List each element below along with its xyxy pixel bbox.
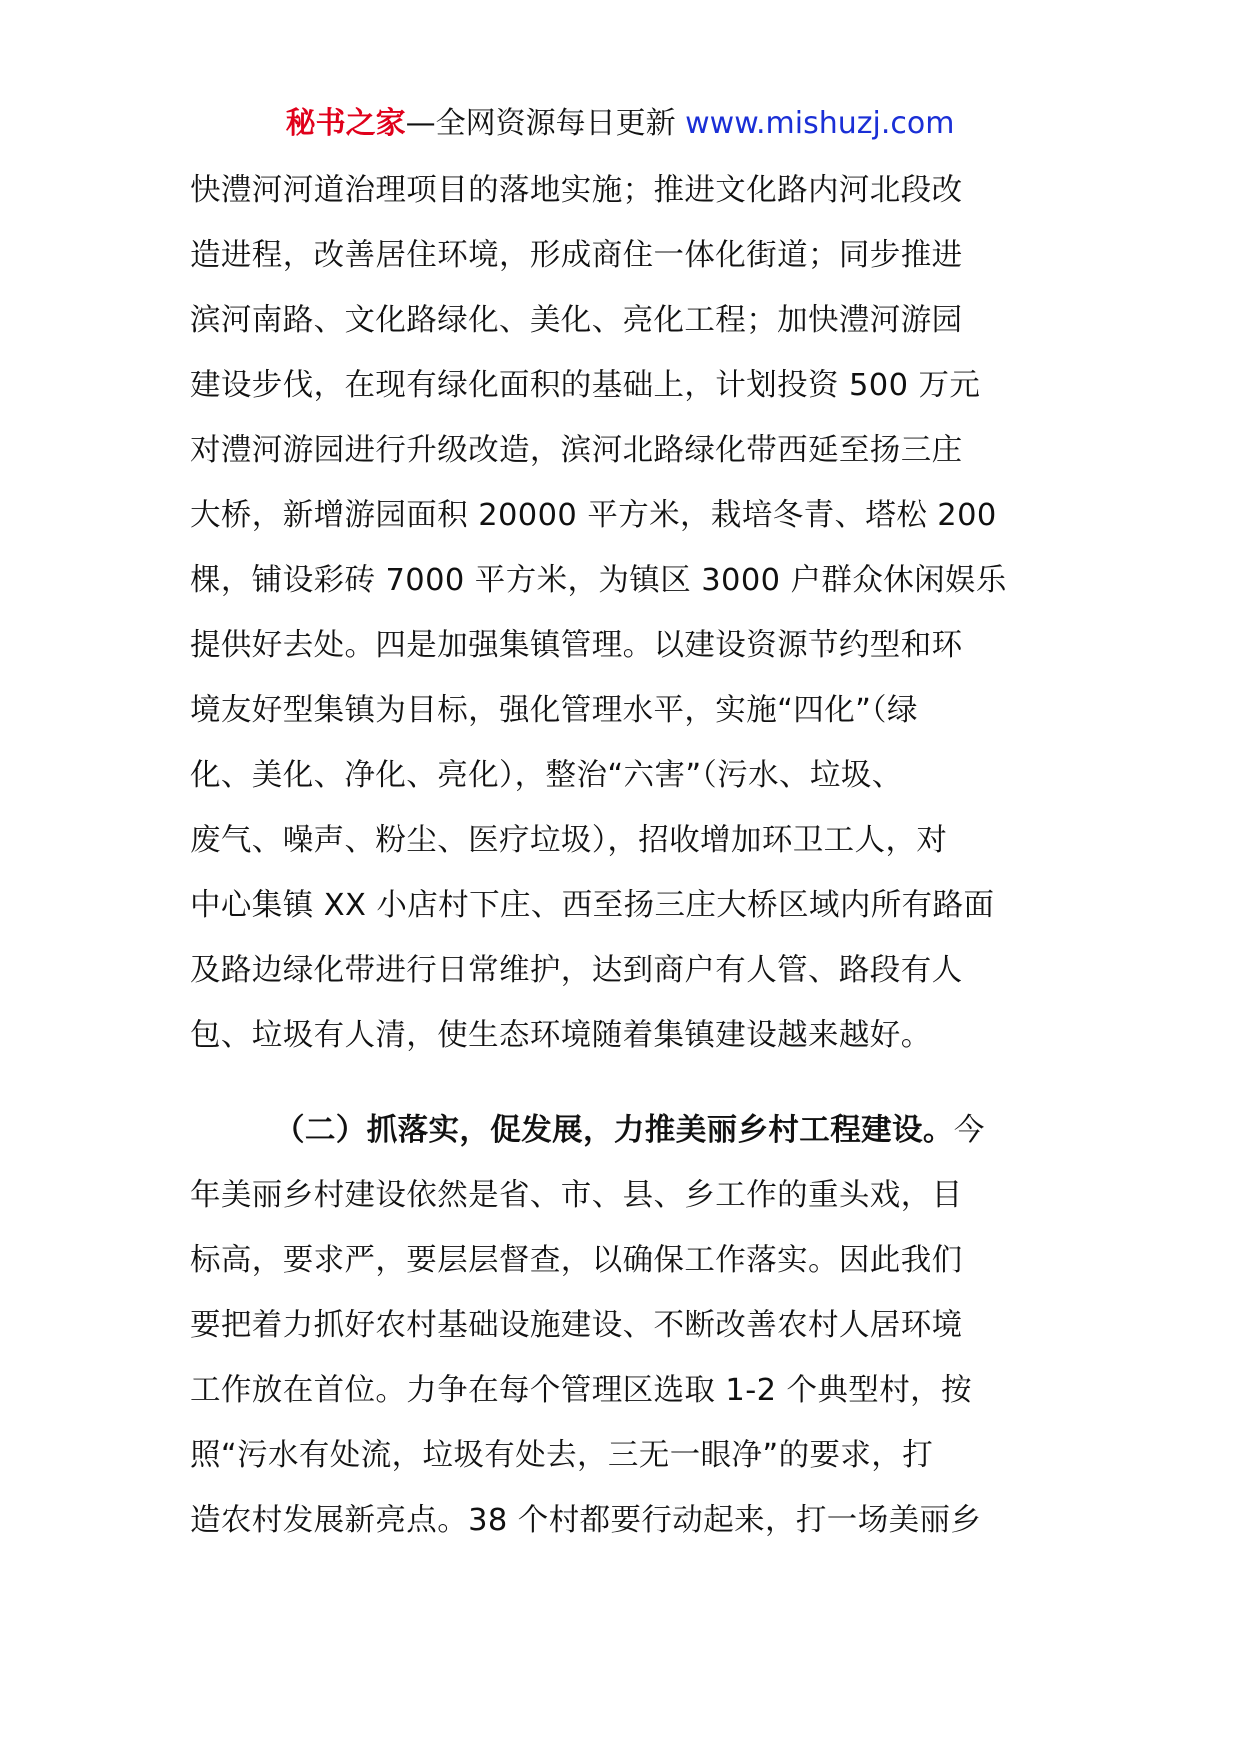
text-line: 要把着力抓好农村基础设施建设、不断改善农村人居环境 <box>190 1308 963 1343</box>
text-line: 年美丽乡村建设依然是省、市、县、乡工作的重头戏，目 <box>190 1178 963 1213</box>
text-line: 及路边绿化带进行日常维护，达到商户有人管、路段有人 <box>190 953 963 988</box>
text-line: 造进程，改善居住环境，形成商住一体化街道；同步推进 <box>190 238 963 273</box>
text-line: 建设步伐，在现有绿化面积的基础上，计划投资 500 万元 <box>190 368 981 403</box>
paragraph-2 <box>190 1098 1070 1553</box>
text-line: 废气、噪声、粉尘、医疗垃圾），招收增加环卫工人，对 <box>190 823 948 858</box>
text-run: 今 <box>953 1113 985 1148</box>
text-line: 标高，要求严，要层层督查，以确保工作落实。因此我们 <box>190 1243 963 1278</box>
text-line: 包、垃圾有人清，使生态环境随着集镇建设越来越好。 <box>190 1018 932 1053</box>
text-line: 照“污水有处流，垃圾有处去，三无一眼净”的要求，打 <box>190 1438 934 1473</box>
text-line: 滨河南路、文化路绿化、美化、亮化工程；加快澧河游园 <box>190 303 963 338</box>
text-line: 快澧河河道治理项目的落地实施；推进文化路内河北段改 <box>190 173 963 208</box>
section-heading: （二）抓落实，促发展，力推美丽乡村工程建设。 <box>274 1113 954 1148</box>
text-line: 工作放在首位。力争在每个管理区选取 1-2 个典型村，按 <box>190 1373 972 1408</box>
text-line: 中心集镇 XX 小店村下庄、西至扬三庄大桥区域内所有路面 <box>190 888 995 923</box>
document-body <box>190 158 1070 1553</box>
text-line: 棵，铺设彩砖 7000 平方米，为镇区 3000 户群众休闲娱乐 <box>190 563 1007 598</box>
site-header <box>0 104 1240 144</box>
text-line: 大桥，新增游园面积 20000 平方米，栽培冬青、塔松 200 <box>190 498 997 533</box>
text-line: 对澧河游园进行升级改造，滨河北路绿化带西延至扬三庄 <box>190 433 963 468</box>
paragraph-1 <box>190 158 1070 1068</box>
site-brand: 秘书之家 <box>285 106 406 141</box>
section-heading-line <box>190 1098 1070 1163</box>
site-tagline: —全网资源每日更新 <box>405 106 686 141</box>
text-line: 造农村发展新亮点。38 个村都要行动起来，打一场美丽乡 <box>190 1503 982 1538</box>
text-line: 化、美化、净化、亮化），整治“六害”（污水、垃圾、 <box>190 758 903 793</box>
text-line: 境友好型集镇为目标，强化管理水平，实施“四化”（绿 <box>190 693 918 728</box>
site-url-link[interactable]: www.mishuzj.com <box>685 106 955 141</box>
paragraph-spacer <box>190 1068 1070 1098</box>
text-line: 提供好去处。四是加强集镇管理。以建设资源节约型和环 <box>190 628 963 663</box>
